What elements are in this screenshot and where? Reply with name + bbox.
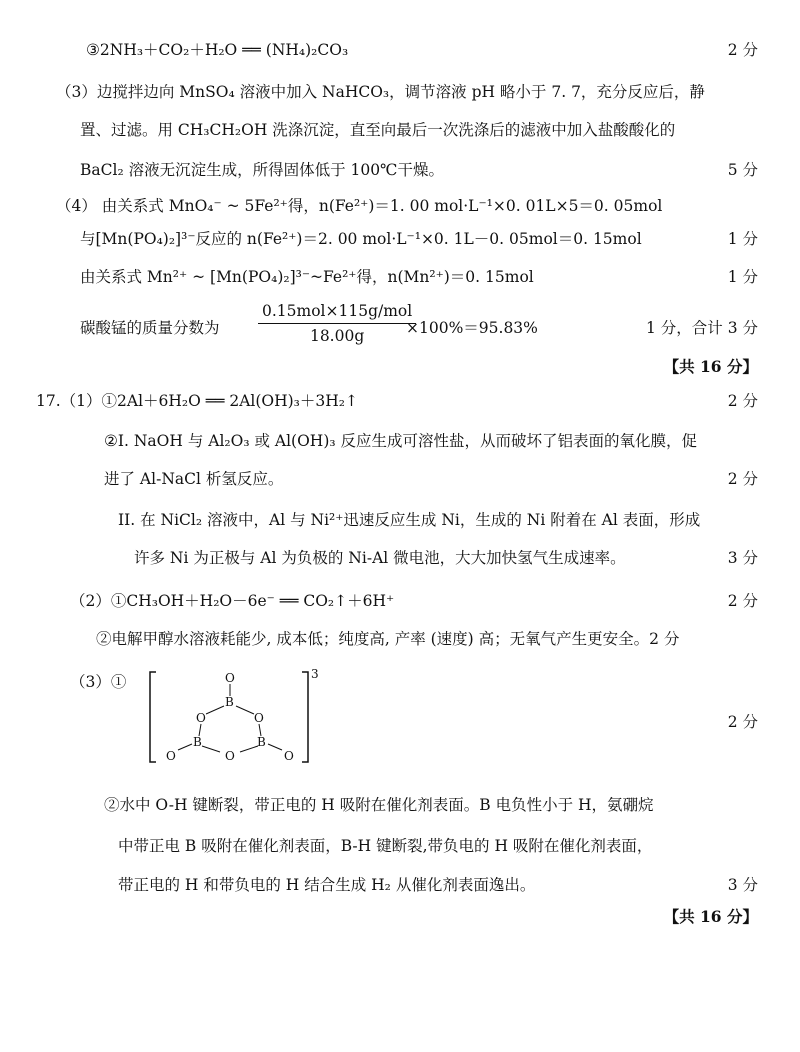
part4-line4-prefix: 碳酸锰的质量分数为 bbox=[80, 319, 220, 337]
q17-part3-2-line1: ②水中 O-H 键断裂，带正电的 H 吸附在催化剂表面。B 电负性小于 H，氨硼烷 bbox=[104, 796, 654, 814]
q17-part1-eq-score: 2 分 bbox=[727, 392, 758, 410]
eq3-score: 2 分 bbox=[727, 41, 758, 59]
part4-line1: （4） 由关系式 MnO₄⁻ ~ 5Fe²⁺得，n(Fe²⁺)＝1. 00 mol·L⁻¹×0. 01L×5＝0. 05mol bbox=[56, 197, 663, 215]
atom-O-bottom: O bbox=[225, 749, 235, 763]
part4-line2: 与[Mn(PO₄)₂]³⁻反应的 n(Fe²⁺)＝2. 00 mol·L⁻¹×0. 1L－0. 05mol＝0. 15mol bbox=[80, 230, 642, 248]
q17-part1-eq: 17.（1）①2Al＋6H₂O ══ 2Al(OH)₃＋3H₂↑ bbox=[36, 392, 358, 410]
q17-part1-ii-score: 3 分 bbox=[727, 549, 758, 567]
atom-O-far-left: O bbox=[166, 749, 176, 763]
atom-O-right: O bbox=[254, 711, 264, 725]
fraction-denominator: 18.00g bbox=[309, 327, 365, 345]
right-bracket bbox=[302, 672, 308, 762]
q17-part1-i-line2: 进了 Al-NaCl 析氢反应。 bbox=[104, 470, 284, 488]
part4-line4-suffix: ×100%＝95.83% bbox=[406, 319, 538, 337]
part4-line3-score: 1 分 bbox=[727, 268, 758, 286]
left-bracket bbox=[150, 672, 156, 762]
q16-total: 【共 16 分】 bbox=[663, 357, 758, 376]
atom-B-top: B bbox=[225, 695, 234, 709]
q17-part3-2-line2: 中带正电 B 吸附在催化剂表面，B-H 键断裂,带负电的 H 吸附在催化剂表面， bbox=[118, 837, 653, 855]
atom-O-far-right: O bbox=[284, 749, 294, 763]
atom-B-right: B bbox=[257, 735, 266, 749]
q17-part3-label: （3）① bbox=[70, 673, 127, 691]
q17-part2-eq-score: 2 分 bbox=[727, 592, 758, 610]
part4-line3: 由关系式 Mn²⁺ ~ [Mn(PO₄)₂]³⁻~Fe²⁺得，n(Mn²⁺)＝0. 15mol bbox=[80, 268, 534, 286]
charge-label: 3 bbox=[311, 667, 319, 681]
atom-O-top: O bbox=[225, 671, 235, 685]
mass-fraction bbox=[258, 302, 416, 345]
eq3-line: ③2NH₃＋CO₂＋H₂O ══ (NH₄)₂CO₃ bbox=[86, 41, 349, 59]
q17-part1-ii-line2: 许多 Ni 为正极与 Al 为负极的 Ni-Al 微电池，大大加快氢气生成速率。 bbox=[134, 549, 626, 567]
part3-line2: 置、过滤。用 CH₃CH₂OH 洗涤沉淀，直至向最后一次洗涤后的滤液中加入盐酸酸化的 bbox=[80, 121, 676, 139]
fraction-numerator: 0.15mol×115g/mol bbox=[258, 302, 416, 324]
q17-part3-2-line3: 带正电的 H 和带负电的 H 结合生成 H₂ 从催化剂表面逸出。 bbox=[118, 876, 536, 894]
q17-total: 【共 16 分】 bbox=[663, 907, 758, 926]
q17-part2-line2: ②电解甲醇水溶液耗能少, 成本低；纯度高, 产率 (速度) 高；无氧气产生更安全。2 分 bbox=[96, 630, 680, 648]
borate-structure bbox=[144, 664, 324, 772]
atom-O-left: O bbox=[196, 711, 206, 725]
part4-line4-score: 1 分，合计 3 分 bbox=[645, 319, 758, 337]
atom-B-left: B bbox=[193, 735, 202, 749]
q17-part1-i-line1: ②I. NaOH 与 Al₂O₃ 或 Al(OH)₃ 反应生成可溶性盐，从而破坏了铝表面的氧化膜，促 bbox=[104, 432, 698, 450]
part3-line1: （3）边搅拌边向 MnSO₄ 溶液中加入 NaHCO₃，调节溶液 pH 略小于 7. 7，充分反应后，静 bbox=[56, 83, 705, 101]
q17-part1-ii-line1: II. 在 NiCl₂ 溶液中，Al 与 Ni²⁺迅速反应生成 Ni，生成的 Ni 附着在 Al 表面，形成 bbox=[118, 511, 701, 529]
q17-part2-eq: （2）①CH₃OH＋H₂O－6e⁻ ══ CO₂↑＋6H⁺ bbox=[70, 592, 395, 610]
q17-part1-i-score: 2 分 bbox=[727, 470, 758, 488]
q17-part3-score: 2 分 bbox=[727, 713, 758, 731]
part3-line3: BaCl₂ 溶液无沉淀生成，所得固体低于 100℃干燥。 bbox=[80, 161, 444, 179]
part4-line2-score: 1 分 bbox=[727, 230, 758, 248]
q17-part3-2-score: 3 分 bbox=[727, 876, 758, 894]
part3-score: 5 分 bbox=[727, 161, 758, 179]
